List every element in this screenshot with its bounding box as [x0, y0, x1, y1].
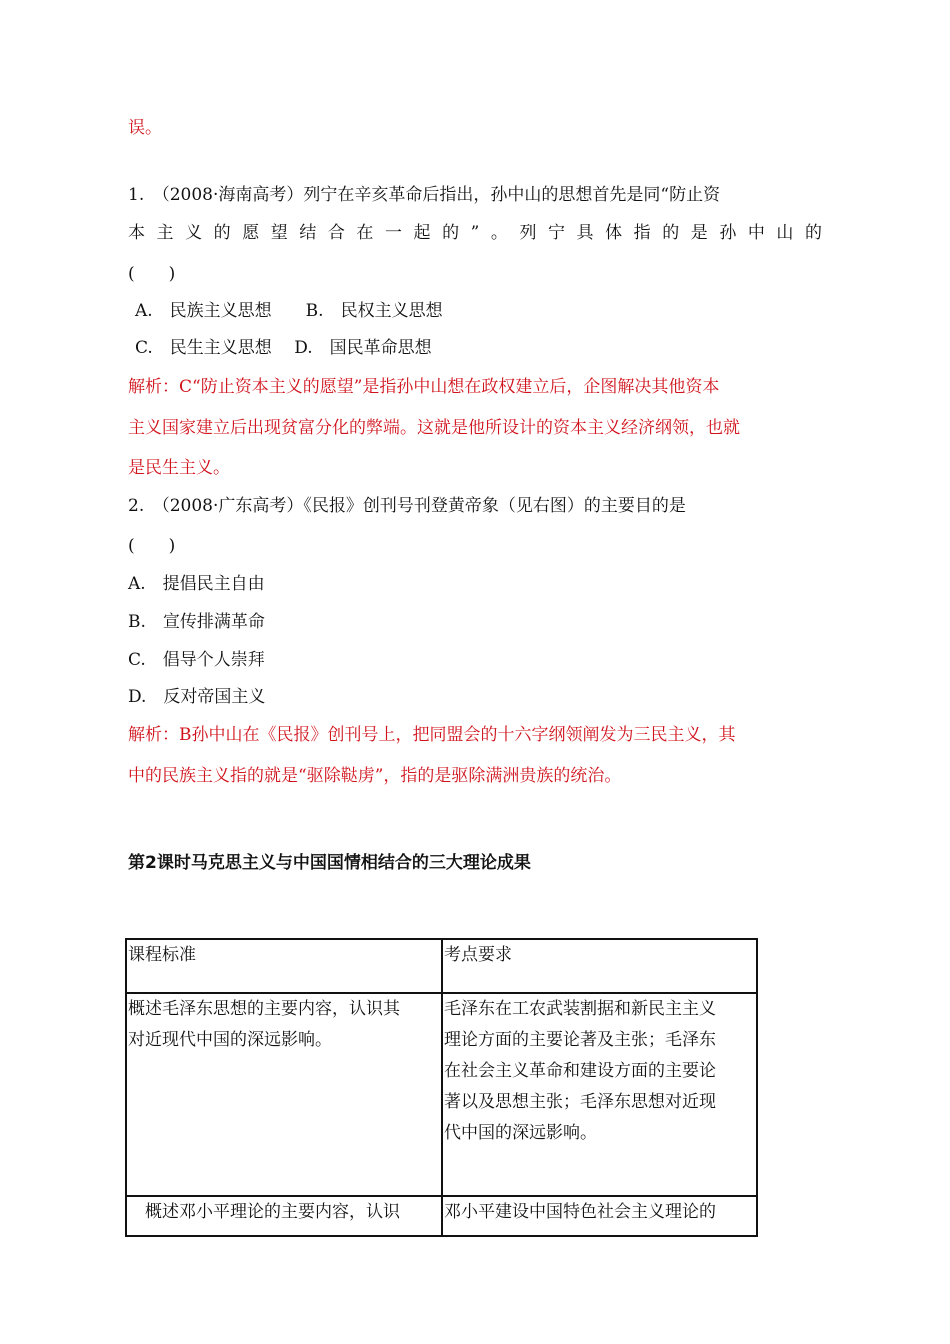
continued-text: 误。 — [128, 118, 162, 138]
table-cell-standard: 概述邓小平理论的主要内容，认识 — [126, 1196, 442, 1236]
table-cell-standard: 概述毛泽东思想的主要内容，认识其 对近现代中国的深远影响。 — [126, 993, 442, 1196]
question-2-option-d: D. 反对帝国主义 — [128, 687, 266, 707]
question-2-analysis-line-1: 解析：B孙中山在《民报》创刊号上，把同盟会的十六字纲领阐发为三民主义，其 — [128, 725, 736, 745]
question-1-options-row-1: A. 民族主义思想 B. 民权主义思想 — [135, 301, 443, 321]
table-row — [126, 993, 757, 1196]
question-2-analysis-line-2: 中的民族主义指的就是“驱除鞑虏”，指的是驱除满洲贵族的统治。 — [128, 766, 622, 786]
question-2-blank: ( ) — [128, 536, 176, 556]
table-header-curriculum: 课程标准 — [126, 939, 442, 993]
question-1-blank: ( ) — [128, 264, 176, 284]
table-cell-requirement: 邓小平建设中国特色社会主义理论的 — [442, 1196, 757, 1236]
question-1-analysis-line-2: 主义国家建立后出现贫富分化的弊端。这就是他所设计的资本主义经济纲领，也就 — [128, 418, 740, 438]
question-2-option-b: B. 宣传排满革命 — [128, 612, 265, 632]
question-1-analysis-line-1: 解析：C“防止资本主义的愿望”是指孙中山想在政权建立后，企图解决其他资本 — [128, 377, 720, 397]
question-1-analysis-line-3: 是民生主义。 — [128, 458, 230, 478]
question-2-line-1: 2. （2008·广东高考）《民报》创刊号刊登黄帝象（见右图）的主要目的是 — [128, 496, 686, 516]
table-header-row — [126, 939, 757, 993]
question-1-line-1: 1. （2008·海南高考）列宁在辛亥革命后指出，孙中山的思想首先是同“防止资 — [128, 185, 721, 205]
table-row — [126, 1196, 757, 1236]
question-1-options-row-2: C. 民生主义思想 D. 国民革命思想 — [135, 338, 432, 358]
question-1-line-2: 本主义的愿望结合在一起的”。列宁具体指的是孙中山的 — [128, 223, 822, 243]
curriculum-table — [125, 938, 758, 1237]
question-2-option-a: A. 提倡民主自由 — [128, 574, 265, 594]
question-2-option-c: C. 倡导个人崇拜 — [128, 650, 265, 670]
section-title: 第2课时马克思主义与中国国情相结合的三大理论成果 — [128, 853, 531, 873]
table-cell-requirement: 毛泽东在工农武装割据和新民主主义 理论方面的主要论著及主张；毛泽东 在社会主义革命和建设方面的主要论 著以及思想主张；毛泽东思想对近现 代中国的深远影响。 — [442, 993, 757, 1196]
table-header-requirements: 考点要求 — [442, 939, 757, 993]
